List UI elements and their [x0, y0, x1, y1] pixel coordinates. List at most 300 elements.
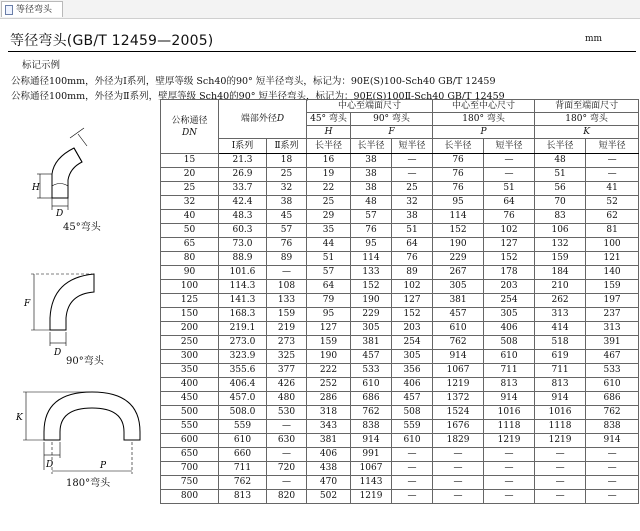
header-dn: 公称通径 DN	[161, 100, 219, 154]
table-cell: 711	[535, 364, 586, 378]
header-sym-f: F	[351, 126, 433, 139]
table-cell: 550	[161, 420, 219, 434]
table-cell: 222	[307, 364, 351, 378]
page-title: 等径弯头(GB/T 12459—2005)	[10, 33, 214, 49]
table-cell: 48	[535, 154, 586, 168]
table-cell: 502	[307, 490, 351, 504]
table-cell: 610	[392, 434, 433, 448]
table-cell: 45	[267, 210, 307, 224]
table-cell: 64	[392, 238, 433, 252]
table-cell: 100	[161, 280, 219, 294]
elbow-90-label: 90°弯头	[66, 356, 104, 367]
table-cell: 426	[267, 378, 307, 392]
table-cell: 273.0	[219, 336, 267, 350]
table-cell: 1016	[484, 406, 535, 420]
table-cell: 159	[307, 336, 351, 350]
table-cell: 64	[484, 196, 535, 210]
table-cell: 273	[267, 336, 307, 350]
table-cell: 121	[586, 252, 639, 266]
table-cell: 1219	[433, 378, 484, 392]
table-cell: 95	[351, 238, 392, 252]
dimension-table	[160, 99, 639, 504]
table-cell: 152	[351, 280, 392, 294]
table-row	[161, 336, 639, 350]
table-cell: 48.3	[219, 210, 267, 224]
table-cell: 25	[307, 196, 351, 210]
table-cell: 32	[267, 182, 307, 196]
table-cell: 203	[484, 280, 535, 294]
table-cell: 559	[219, 420, 267, 434]
table-cell: 559	[392, 420, 433, 434]
table-cell: 22	[307, 182, 351, 196]
table-cell: 377	[267, 364, 307, 378]
table-cell: —	[433, 462, 484, 476]
table-cell: 518	[535, 336, 586, 350]
table-cell: —	[484, 154, 535, 168]
table-cell: —	[267, 448, 307, 462]
header-long-f: 长半径	[351, 139, 392, 154]
table-cell: 102	[484, 224, 535, 238]
table-cell: 80	[161, 252, 219, 266]
table-cell: 500	[161, 406, 219, 420]
table-cell: 102	[392, 280, 433, 294]
table-cell: 41	[586, 182, 639, 196]
table-cell: 125	[161, 294, 219, 308]
table-cell: 480	[267, 392, 307, 406]
table-cell: 76	[433, 168, 484, 182]
elbow-45-label: 45°弯头	[63, 222, 101, 233]
table-cell: —	[392, 476, 433, 490]
table-cell: 203	[392, 322, 433, 336]
elbow-180-drawing	[12, 378, 160, 478]
table-cell: 610	[351, 378, 392, 392]
table-cell: 76	[484, 210, 535, 224]
table-cell: 89	[392, 266, 433, 280]
table-cell: —	[392, 462, 433, 476]
table-cell: 133	[351, 266, 392, 280]
table-cell: 414	[535, 322, 586, 336]
table-cell: 610	[586, 378, 639, 392]
table-cell: 229	[433, 252, 484, 266]
table-cell: —	[586, 448, 639, 462]
table-cell: 325	[267, 350, 307, 364]
header-center-to-end: 中心至端面尺寸	[307, 100, 433, 113]
table-cell: 197	[586, 294, 639, 308]
table-cell: 100	[586, 238, 639, 252]
table-cell: 1219	[351, 490, 392, 504]
header-sym-k: K	[535, 126, 639, 139]
table-cell: 159	[586, 280, 639, 294]
table-cell: 178	[484, 266, 535, 280]
table-cell: 26.9	[219, 168, 267, 182]
table-cell: 48	[351, 196, 392, 210]
table-cell: —	[433, 448, 484, 462]
table-cell: 508	[484, 336, 535, 350]
table-cell: 38	[267, 196, 307, 210]
table-cell: 406	[307, 448, 351, 462]
table-cell: 51	[392, 224, 433, 238]
table-cell: 762	[351, 406, 392, 420]
table-cell: 81	[586, 224, 639, 238]
table-cell: 127	[307, 322, 351, 336]
table-row	[161, 378, 639, 392]
table-cell: —	[535, 490, 586, 504]
table-cell: 1524	[433, 406, 484, 420]
table-cell: 83	[535, 210, 586, 224]
table-cell: 152	[392, 308, 433, 322]
dim-f-label: F	[24, 299, 31, 309]
table-cell: 38	[351, 182, 392, 196]
table-cell: 660	[219, 448, 267, 462]
table-cell: 700	[161, 462, 219, 476]
table-cell: 914	[535, 392, 586, 406]
table-cell: 254	[392, 336, 433, 350]
table-cell: 44	[307, 238, 351, 252]
table-cell: 838	[351, 420, 392, 434]
table-cell: 262	[535, 294, 586, 308]
table-cell: —	[392, 168, 433, 182]
header-center-to-center: 中心至中心尺寸	[433, 100, 535, 113]
table-row	[161, 462, 639, 476]
table-cell: 106	[535, 224, 586, 238]
table-cell: 56	[535, 182, 586, 196]
table-cell: —	[484, 490, 535, 504]
header-series1: Ⅰ系列	[219, 139, 267, 154]
table-cell: 305	[351, 322, 392, 336]
table-cell: 35	[307, 224, 351, 238]
table-cell: 838	[586, 420, 639, 434]
elbow-figures	[0, 110, 160, 531]
table-cell: 51	[307, 252, 351, 266]
table-cell: 190	[433, 238, 484, 252]
table-row	[161, 294, 639, 308]
table-cell: 150	[161, 308, 219, 322]
table-cell: 51	[484, 182, 535, 196]
table-cell: 133	[267, 294, 307, 308]
table-cell: 73.0	[219, 238, 267, 252]
table-cell: 762	[586, 406, 639, 420]
header-series2: Ⅱ系列	[267, 139, 307, 154]
table-cell: 184	[535, 266, 586, 280]
table-cell: 114.3	[219, 280, 267, 294]
table-cell: 95	[307, 308, 351, 322]
table-cell: 720	[267, 462, 307, 476]
table-cell: 76	[267, 238, 307, 252]
table-cell: 76	[433, 182, 484, 196]
table-cell: 229	[351, 308, 392, 322]
header-short-f: 短半径	[392, 139, 433, 154]
table-cell: 237	[586, 308, 639, 322]
table-cell: 508.0	[219, 406, 267, 420]
table-cell: 762	[433, 336, 484, 350]
table-row	[161, 392, 639, 406]
table-cell: 200	[161, 322, 219, 336]
table-row	[161, 280, 639, 294]
header-elbow180-k: 180° 弯头	[535, 113, 639, 126]
header-long-p: 长半径	[433, 139, 484, 154]
table-cell: 630	[267, 434, 307, 448]
table-cell: 610	[484, 350, 535, 364]
table-cell: 50	[161, 224, 219, 238]
table-cell: 190	[351, 294, 392, 308]
elbow-180-label: 180°弯头	[66, 478, 111, 489]
table-cell: 391	[586, 336, 639, 350]
table-row	[161, 238, 639, 252]
table-cell: 19	[307, 168, 351, 182]
example-line-2: 公称通径100mm，外径为Ⅱ系列，壁厚等级 Sch40的90° 短半径弯头，标记为：90E(S)100Ⅱ-Sch40 GB/T 12459	[11, 91, 505, 102]
table-cell: 76	[433, 154, 484, 168]
table-cell: 711	[219, 462, 267, 476]
table-cell: 406	[484, 322, 535, 336]
tab-document[interactable]	[1, 1, 63, 17]
table-cell: 57	[267, 224, 307, 238]
dim-k-label: K	[16, 413, 23, 423]
table-cell: 57	[307, 266, 351, 280]
table-cell: —	[267, 266, 307, 280]
table-cell: —	[586, 168, 639, 182]
table-cell: —	[433, 476, 484, 490]
table-cell: 686	[586, 392, 639, 406]
table-cell: 318	[307, 406, 351, 420]
table-cell: —	[484, 168, 535, 182]
header-sym-h: H	[307, 126, 351, 139]
table-cell: 88.9	[219, 252, 267, 266]
title-divider	[8, 51, 636, 52]
table-row	[161, 182, 639, 196]
table-cell: 650	[161, 448, 219, 462]
table-cell: 132	[535, 238, 586, 252]
table-row	[161, 196, 639, 210]
table-cell: 1219	[535, 434, 586, 448]
table-cell: 15	[161, 154, 219, 168]
table-cell: 159	[267, 308, 307, 322]
header-elbow45: 45° 弯头	[307, 113, 351, 126]
table-cell: 152	[484, 252, 535, 266]
table-cell: 914	[484, 392, 535, 406]
table-cell: 914	[433, 350, 484, 364]
table-row	[161, 476, 639, 490]
table-row	[161, 364, 639, 378]
table-cell: —	[484, 448, 535, 462]
table-cell: 168.3	[219, 308, 267, 322]
table-row	[161, 448, 639, 462]
table-cell: 800	[161, 490, 219, 504]
table-cell: 286	[307, 392, 351, 406]
table-cell: 1219	[484, 434, 535, 448]
table-cell: —	[535, 476, 586, 490]
table-cell: 25	[161, 182, 219, 196]
table-cell: —	[392, 490, 433, 504]
table-cell: —	[535, 448, 586, 462]
table-cell: 343	[307, 420, 351, 434]
table-cell: 33.7	[219, 182, 267, 196]
table-cell: 79	[307, 294, 351, 308]
table-cell: 406.4	[219, 378, 267, 392]
table-cell: 323.9	[219, 350, 267, 364]
table-row	[161, 420, 639, 434]
table-row	[161, 224, 639, 238]
table-cell: 219	[267, 322, 307, 336]
table-cell: 52	[586, 196, 639, 210]
table-cell: 1118	[484, 420, 535, 434]
table-cell: 108	[267, 280, 307, 294]
table-cell: 70	[535, 196, 586, 210]
table-cell: 457	[351, 350, 392, 364]
document-icon	[5, 5, 13, 15]
table-cell: 991	[351, 448, 392, 462]
table-cell: 381	[307, 434, 351, 448]
table-cell: 64	[307, 280, 351, 294]
table-cell: 20	[161, 168, 219, 182]
table-cell: 42.4	[219, 196, 267, 210]
table-cell: 90	[161, 266, 219, 280]
table-cell: 1143	[351, 476, 392, 490]
table-cell: 300	[161, 350, 219, 364]
table-cell: —	[535, 462, 586, 476]
table-cell: 267	[433, 266, 484, 280]
table-cell: 252	[307, 378, 351, 392]
table-cell: 313	[535, 308, 586, 322]
table-cell: —	[586, 490, 639, 504]
table-cell: 762	[219, 476, 267, 490]
header-short-p: 短半径	[484, 139, 535, 154]
table-cell: 29	[307, 210, 351, 224]
table-cell: 813	[219, 490, 267, 504]
table-cell: 355.6	[219, 364, 267, 378]
table-cell: 438	[307, 462, 351, 476]
header-elbow90: 90° 弯头	[351, 113, 433, 126]
table-cell: 1829	[433, 434, 484, 448]
table-cell: 750	[161, 476, 219, 490]
table-cell: 356	[392, 364, 433, 378]
table-cell: 313	[586, 322, 639, 336]
header-sym-p: P	[433, 126, 535, 139]
table-cell: 381	[433, 294, 484, 308]
elbow-45-drawing	[30, 126, 110, 216]
table-cell: 18	[267, 154, 307, 168]
table-cell: —	[433, 490, 484, 504]
table-cell: 60.3	[219, 224, 267, 238]
table-cell: 610	[433, 322, 484, 336]
table-cell: —	[484, 476, 535, 490]
table-cell: —	[586, 462, 639, 476]
table-cell: 190	[307, 350, 351, 364]
table-cell: 350	[161, 364, 219, 378]
table-cell: 76	[351, 224, 392, 238]
table-cell: 619	[535, 350, 586, 364]
table-row	[161, 308, 639, 322]
table-cell: 305	[484, 308, 535, 322]
table-row	[161, 434, 639, 448]
table-cell: —	[586, 154, 639, 168]
dim-d-label-45: D	[56, 209, 64, 216]
table-cell: 159	[535, 252, 586, 266]
table-cell: 457	[392, 392, 433, 406]
table-row	[161, 406, 639, 420]
table-row	[161, 322, 639, 336]
table-row	[161, 490, 639, 504]
table-cell: 686	[351, 392, 392, 406]
tab-title: 等径弯头	[16, 5, 53, 15]
table-cell: 1118	[535, 420, 586, 434]
table-cell: 533	[351, 364, 392, 378]
table-cell: 219.1	[219, 322, 267, 336]
table-cell: 1067	[351, 462, 392, 476]
table-cell: 25	[267, 168, 307, 182]
unit-label: mm	[585, 34, 603, 44]
table-cell: 38	[392, 210, 433, 224]
header-long-k: 长半径	[535, 139, 586, 154]
table-row	[161, 154, 639, 168]
table-cell: —	[392, 154, 433, 168]
table-cell: 152	[433, 224, 484, 238]
example-line-1: 公称通径100mm，外径为Ⅰ系列，壁厚等级 Sch40的90° 短半径弯头，标记为：90E(S)100-Sch40 GB/T 12459	[11, 76, 496, 87]
table-cell: —	[484, 462, 535, 476]
table-cell: 813	[484, 378, 535, 392]
table-cell: 95	[433, 196, 484, 210]
table-cell: 141.3	[219, 294, 267, 308]
table-cell: 210	[535, 280, 586, 294]
header-back-to-end: 背面至端面尺寸	[535, 100, 639, 113]
table-cell: 127	[392, 294, 433, 308]
header-short-k: 短半径	[586, 139, 639, 154]
table-cell: —	[392, 448, 433, 462]
table-cell: 305	[433, 280, 484, 294]
table-cell: 38	[351, 154, 392, 168]
table-cell: 610	[219, 434, 267, 448]
header-od: 端部外径D	[219, 100, 307, 139]
table-cell: 711	[484, 364, 535, 378]
table-cell: 127	[484, 238, 535, 252]
table-cell: 1676	[433, 420, 484, 434]
table-cell: 250	[161, 336, 219, 350]
table-cell: 406	[392, 378, 433, 392]
table-cell: 533	[586, 364, 639, 378]
table-cell: 400	[161, 378, 219, 392]
tab-bar	[0, 0, 640, 19]
table-cell: 76	[392, 252, 433, 266]
dim-h-label: H	[32, 183, 40, 193]
table-cell: 89	[267, 252, 307, 266]
dim-d-label-180: D	[46, 460, 54, 470]
table-cell: 62	[586, 210, 639, 224]
table-cell: 254	[484, 294, 535, 308]
elbow-90-drawing	[22, 260, 122, 360]
table-cell: 1372	[433, 392, 484, 406]
dim-p-label: P	[100, 461, 107, 471]
table-cell: 1016	[535, 406, 586, 420]
table-cell: —	[267, 420, 307, 434]
table-cell: 114	[433, 210, 484, 224]
table-cell: 914	[586, 434, 639, 448]
table-row	[161, 266, 639, 280]
table-cell: 450	[161, 392, 219, 406]
table-row	[161, 168, 639, 182]
table-cell: 32	[161, 196, 219, 210]
example-label: 标记示例	[22, 60, 61, 71]
table-cell: 114	[351, 252, 392, 266]
table-cell: 38	[351, 168, 392, 182]
table-cell: 305	[392, 350, 433, 364]
table-cell: 457.0	[219, 392, 267, 406]
table-cell: 457	[433, 308, 484, 322]
table-cell: 40	[161, 210, 219, 224]
table-cell: 101.6	[219, 266, 267, 280]
table-row	[161, 252, 639, 266]
table-row	[161, 350, 639, 364]
table-cell: 1067	[433, 364, 484, 378]
table-cell: 467	[586, 350, 639, 364]
